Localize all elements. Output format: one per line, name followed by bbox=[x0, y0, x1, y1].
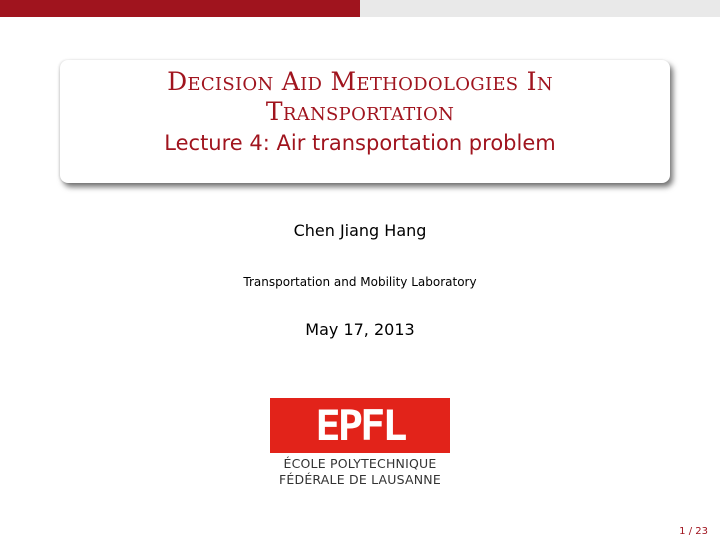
progress-bar-filled bbox=[0, 0, 360, 17]
progress-bar-empty bbox=[360, 0, 720, 17]
slide-title-line-2: Transportation bbox=[265, 97, 455, 126]
slide-subtitle: Lecture 4: Air transportation problem bbox=[164, 131, 556, 155]
presentation-date: May 17, 2013 bbox=[305, 320, 415, 339]
logo-text-line-2: FÉDÉRALE DE LAUSANNE bbox=[279, 472, 441, 487]
epfl-logo bbox=[270, 398, 450, 490]
page-number: 1 / 23 bbox=[679, 526, 708, 537]
author-name: Chen Jiang Hang bbox=[293, 221, 427, 240]
slide-title-line-1: Decision Aid Methodologies In bbox=[167, 67, 553, 96]
logo-mark: EPFL bbox=[315, 401, 405, 450]
logo-text-line-1: ÉCOLE POLYTECHNIQUE bbox=[283, 456, 437, 471]
title-block bbox=[60, 60, 670, 183]
institute-name: Transportation and Mobility Laboratory bbox=[243, 275, 477, 289]
progress-bar bbox=[0, 0, 720, 17]
